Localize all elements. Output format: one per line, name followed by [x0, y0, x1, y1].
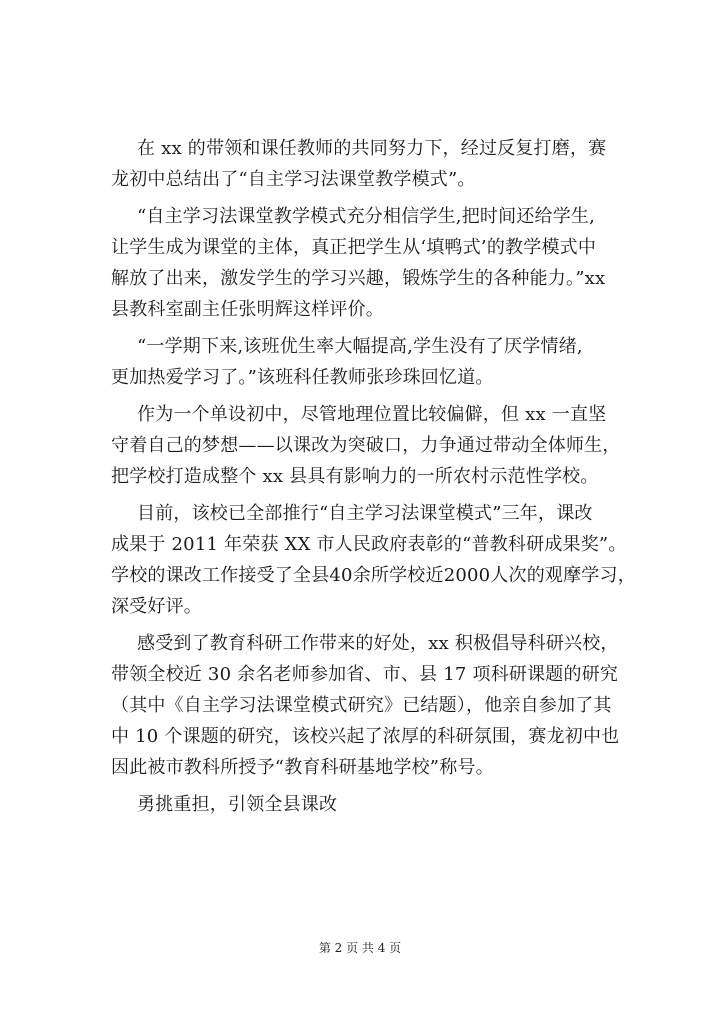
paragraph	[111, 498, 636, 622]
paragraph	[111, 133, 631, 195]
text-line: “自主学习法课堂教学模式充分相信学生,把时间还给学生,	[137, 206, 596, 227]
text-line: 因此被市教科所授予“教育科研基地学校”称号。	[111, 757, 494, 778]
text-line: 让学生成为课堂的主体，真正把学生从‘填鸭式’的教学模式中	[111, 237, 597, 258]
paragraph	[111, 628, 631, 783]
text-line: 深受好评。	[111, 596, 202, 617]
text-line: 勇挑重担，引领全县课改	[137, 794, 338, 815]
paragraph	[111, 399, 631, 492]
page-number-footer: 第 2 页 共 4 页	[318, 941, 402, 955]
text-line: 成果于 2011 年荣获 XX 市人民政府表彰的“普教科研成果奖”。	[111, 534, 627, 555]
text-line: 更加热爱学习了。”该班科任教师张珍珠回忆道。	[111, 367, 494, 388]
paragraph	[111, 331, 631, 393]
paragraph	[111, 201, 631, 325]
text-line: 中 10 个课题的研究，该校兴起了浓厚的科研氛围，赛龙初中也	[111, 726, 620, 747]
text-line: 守着自己的梦想——以课改为突破口，力争通过带动全体师生，	[111, 435, 621, 456]
section-heading	[111, 789, 631, 820]
text-line: 把学校打造成整个 xx 县具有影响力的一所农村示范性学校。	[111, 466, 599, 487]
text-line: 目前，该校已全部推行“自主学习法课堂模式”三年，课改	[137, 503, 593, 524]
text-line: 学校的课改工作接受了全县40余所学校近2000人次的观摩学习，	[111, 565, 636, 586]
document-body	[111, 133, 636, 820]
text-line: 县教科室副主任张明辉这样评价。	[111, 299, 384, 320]
text-line: （其中《自主学习法课堂模式研究》已结题），他亲自参加了其	[111, 695, 612, 716]
text-line: 在 xx 的带领和课任教师的共同努力下，经过反复打磨，赛	[137, 138, 607, 159]
text-line: “一学期下来,该班优生率大幅提高,学生没有了厌学情绪,	[137, 336, 583, 357]
text-line: 龙初中总结出了“自主学习法课堂教学模式”。	[111, 169, 476, 190]
text-line: 感受到了教育科研工作带来的好处，xx 积极倡导科研兴校，	[137, 633, 619, 654]
text-line: 解放了出来，激发学生的学习兴趣，锻炼学生的各种能力。”xx	[111, 268, 606, 289]
text-line: 作为一个单设初中，尽管地理位置比较偏僻，但 xx 一直坚	[137, 404, 607, 425]
text-line: 带领全校近 30 余名老师参加省、市、县 17 项科研课题的研究	[111, 664, 619, 685]
